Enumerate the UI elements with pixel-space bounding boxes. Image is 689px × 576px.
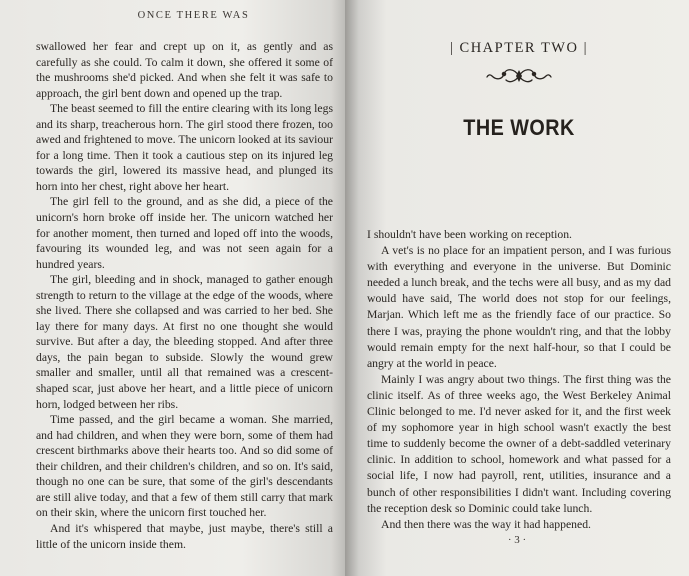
right-page — [345, 0, 689, 576]
chapter-title: THE WORK — [463, 115, 575, 140]
paragraph: The girl fell to the ground, and as she did, a piece of the unicorn's horn broke off inside her. The unicorn watched her for another moment, then turned and loped off into the woods, favouring its wounded leg, and was not seen again for a hundred years. — [36, 195, 333, 271]
paragraph: The beast seemed to fill the entire clearing with its long legs and its sharp, treacherous horn. The girl stood there frozen, too awed and frightened to move. The unicorn looked at its saviour for a long time. Then it took a cautious step on its injured leg towards the girl, lowered its massive head, and plunged its horn into her chest, right above her heart. — [36, 102, 333, 193]
paragraph: And then there was the way it had happened. — [381, 517, 591, 531]
paragraph: swallowed her fear and crept up on it, as gently and as carefully as she could. To calm it down, she offered it some of the mushrooms she'd picked. And when she felt it was safe to approach, the girl bent down and opened up the trap. — [36, 40, 333, 100]
paragraph: And it's whispered that maybe, just maybe, there's still a little of the unicorn inside them. — [36, 521, 333, 551]
right-body-text — [367, 227, 671, 533]
paragraph: I shouldn't have been working on reception. — [367, 228, 572, 241]
paragraph: Time passed, and the girl became a woman. She married, and had children, and when they were born, some of them had crescent birthmarks above their hearts too. And so did some of their children, and their children's children, and so on. It's said, though no one can be sure, that some of the girl's descendants are still alive today, and that a few of them still carry that mark on their skin, where the unicorn first touched her. — [36, 413, 333, 520]
paragraph: The girl, bleeding and in shock, managed to gather enough strength to return to the village at the edge of the woods, where she lived. There she collapsed and was carried to her bed. She lay there for many days. At first no one thought she would survive. But after a day, the bleeding stopped. And after three days, the pain began to subside. Slowly the wound grew smaller and smaller, until all that remained was a crescent-shaped scar, just above her heart, and a little piece of unicorn horn, lodged between her ribs. — [36, 273, 333, 411]
paragraph: A vet's is no place for an impatient person, and I was furious with everything and everyone in the universe. But Dominic needed a lunch break, and the techs were all busy, and as my dad would have said, The world does not stop for our feelings, Marjan. Which left me as the friendly face of our practice. So there I was, praying the phone wouldn't ring, and that the lobby would remain empty for the next half-hour, so that I could be angry at the world in peace. — [367, 244, 671, 370]
chapter-label: | CHAPTER TWO | — [450, 40, 588, 56]
left-body-text — [36, 39, 333, 552]
scroll-ornament-icon — [484, 65, 554, 87]
page-number: · 3 · — [507, 534, 527, 546]
running-head: ONCE THERE WAS — [137, 10, 250, 21]
paragraph: Mainly I was angry about two things. The first thing was the clinic itself. As of three weeks ago, the West Berkeley Animal Clinic belonged to me. I'd never asked for it, and the first week of my sophomore year in high school wasn't exactly the best time to suddenly become the owner of a debt-saddled veterinary clinic. In addition to school, homework and what passed for a social life, I now had payroll, rent, utilities, insurance and a bunch of other responsibilities I didn't want. Including covering the reception desk so Dominic could take lunch. — [367, 372, 671, 515]
